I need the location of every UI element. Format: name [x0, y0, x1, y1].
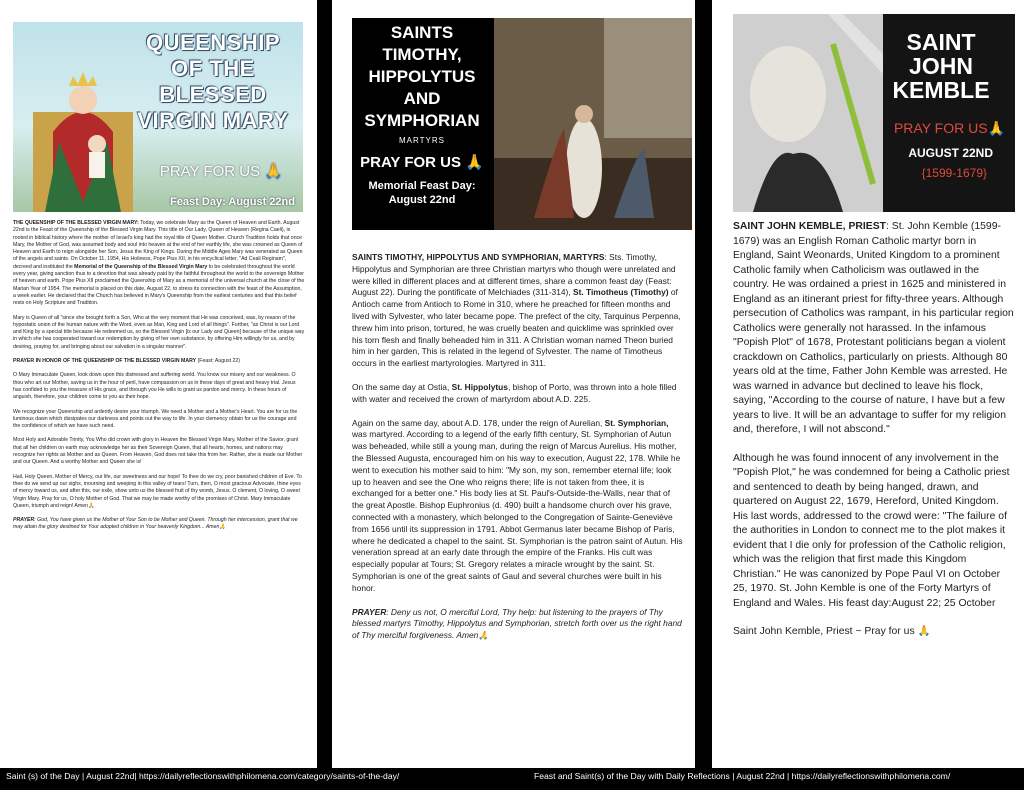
prayer-paragraph-1: O Mary Immaculate Queen, look down upon this distressed and suffering world. You know our misery and our weakness. O thou who art our Mother, saving us in the hour of peril, have compassion on us in these days of great and heavy trial. Jesus has confided to you the treasure of His grace, and through you He wills to grant us pardon and mercy. In these hours of anguish, therefore, your children come to you as their hope. [13, 372, 296, 401]
queenship-paragraph-2: Mary is Queen of all "since she brought forth a Son, Who at the very moment that He was conceived, was, by reason of the hypostatic union of the human nature with the Word, even as Man, King and Lord of all things". Further, "as Christ is our Lord and King by a special title because He redeemed us, so the Blessed Virgin [is our Lady and Queen] because of the unique way in which she has cooperated toward our redemption by giving of her own substance, by offering Him willingly for us, and by desiring, praying for, and bringing about our salvation in a singular manner". [13, 314, 305, 350]
john-kemble-portrait [733, 14, 883, 212]
virgin-mary-image [23, 52, 143, 212]
hippolytus-text-a: On the same day at Ostia, [352, 381, 452, 392]
prayer-paragraph-4: Hail, Holy Queen, Mother of Mercy, our life, our sweetness and our hope! To thee do we cry, poor banished children of Eve. To thee do we send up our sighs, mourning and weeping in this valley of tears! Turn, then, O most gracious Advocate, thine eyes of mercy toward us, and after this, our exile, show unto us the blessed fruit of thy womb, Jesus. O clement, O loving, O sweet Virgin Mary. Pray for us, O holy Mother of God. That we may be made worthy of the promises of Christ. Mary Immaculate Queen, triumph and reign! Amen🙏 [13, 473, 302, 509]
pray-for-us-text: PRAY FOR US 🙏 [360, 154, 484, 171]
kemble-article [733, 220, 1016, 640]
martyrs-paragraph-1 [352, 252, 683, 370]
queenship-panel [0, 0, 317, 768]
martyrdom-painting [494, 18, 692, 230]
prayer-heading-bold: PRAYER IN HONOR OF THE QUEENSHIP OF THE BLESSED VIRGIN MARY [13, 358, 197, 365]
lead-bold: Memorial of the Queenship of the Blessed Virgin Mary [74, 263, 208, 270]
martyrs-lead-bold: SAINTS TIMOTHY, HIPPOLYTUS AND SYMPHORIAN, MARTYRS [352, 252, 605, 262]
queenship-title: QUEENSHIP OF THE BLESSED VIRGIN MARY [137, 30, 289, 133]
footer-right-link[interactable]: Feast and Saint(s) of the Day with Daily Reflections | August 22nd | https://dailyreflectionswithphilomena.com/ [534, 771, 951, 781]
prayer-paragraph-3: Most Holy and Adorable Trinity, You Who did crown with glory in Heaven the Blessed Virgin Mary, Mother of the Savior, grant that all her children on earth may acknowledge her as their Sovereign Queen, that all hearts, homes, and nations may recognize her rights as Mother and as Queen. From Heaven, God does not take this from her. Rather, she is made our Mother and our Queen. And a worthy Mother and Queen she is! [13, 437, 303, 466]
queenship-banner [13, 22, 303, 212]
martyrs-title: SAINTS TIMOTHY, HIPPOLYTUS AND SYMPHORIAN [364, 23, 480, 130]
hippolytus-name: St. Hippolytus [451, 381, 508, 392]
hippolytus-text-b: , bishop of Porto, was thrown into a hole filled with water and received the crown of martyrdom about A.D. 225. [352, 381, 677, 404]
martyrs-banner-text [352, 18, 492, 230]
feast-day-text: Feast Day: August 22nd [170, 196, 295, 208]
kemble-lead-bold: SAINT JOHN KEMBLE, PRIEST [733, 221, 886, 232]
final-prayer [13, 517, 305, 532]
kemble-title: SAINT JOHN KEMBLE [892, 29, 990, 103]
prayer-heading [13, 358, 305, 365]
pray-for-us-text: PRAY FOR US🙏 [893, 120, 1005, 136]
martyrs-prayer [352, 607, 683, 642]
final-prayer-label: PRAYER [13, 517, 35, 524]
martyrs-paragraph-3 [352, 418, 683, 595]
martyrs-prayer-text: : Deny us not, O merciful Lord, Thy help: but listening to the prayers of Thy blessed martyrs Timothy, Hippolytus and Symphorian, stretch forth over us the right hand of Thy merciful forgiveness. Amen🙏 [352, 606, 682, 641]
kemble-closing: Saint John Kemble, Priest ~ Pray for us 🙏 [733, 626, 931, 637]
memorial-feast-text: Memorial Feast Day: August 22nd [368, 180, 476, 206]
martyrs-paragraph-2 [352, 382, 683, 406]
kemble-banner [733, 14, 1015, 212]
lead-title: THE QUEENSHIP OF THE BLESSED VIRGIN MARY: [13, 220, 139, 226]
kemble-text-1: : St. John Kemble (1599-1679) was an English Roman Catholic martyr born in England, Saint Weonards, United Kingdom to a prominent Catholic family when Catholicism was outlawed in the country. He was ordained a priest in 1625 and ministered in England as an itinerant priest for fifty-three years. Although persecution of Catholics was rampant, in his particular region Catholics were generally not harassed. In the infamous "Popish Plot" of 1678, Protestant politicians began a violent crackdown on Catholics, particularly on priests. Although 80 years old at the time, Father John Kemble was arrested. He was warned in advance but declined to leave his flock, saying, "According to the course of nature, I have but a few years to live. It will be an advantage to suffer for my religion and, therefore, I will not abscond." [733, 221, 1014, 435]
prayer-heading-tail: (Feast: August 22) [196, 358, 240, 365]
martyrs-article [352, 252, 683, 642]
kemble-years: {1599-1679} [921, 166, 987, 180]
final-prayer-text: : God, You have given us the Mother of Your Son to be Mother and Queen. Through her intercession, grant that we may attain the glory destined for Your adopted children in Your heavenly Kingdom... Amen🙏 [13, 517, 298, 531]
martyrs-panel [332, 0, 695, 768]
timothy-name: St. Timotheus (Timothy) [572, 287, 669, 298]
kemble-panel [712, 0, 1024, 768]
pray-for-us-text: PRAY FOR US 🙏 [159, 163, 283, 180]
martyrs-prayer-label: PRAYER [352, 606, 387, 617]
queenship-lead-paragraph [13, 220, 305, 308]
symphorian-text-b: was martyred. According to a legend of the early fifth century, St. Symphorian of Autun was beheaded, while still a young man, during the reign of Marcus Aurelius. His mother, the Blessed Augusta, encouraged him on his way to execution, August 22, 178. While he went to execution his mother said to him: "My son, my son, remember eternal life; look up to heaven and see the One who reigns there; life is not taken from thee, it is exchanged for a better one." His body lies at St. Paul's-Outside-the-Walls, near that of the great Apostle. Bishop Euphronius (d. 490) built a handsome church over his grave, connected with a monastery, which belonged to the Congregation of Sainte-Geneviève from 1656 until its suppression in 1791. Abbot Germanus later became Bishop of Paris, where he dedicated a chapel to the saint. St. Symphorian is the patron saint of Autun. His veneration spread at an early date through the empire of the Franks. His cult was especially popular at Tours; St. Gregory relates a miracle wrought by the saint. St. Symphorian is one of the great saints of Gaul and several churches were built in his honor. [352, 429, 683, 593]
footer-left-link[interactable]: Saint (s) of the Day | August 22nd| https://dailyreflectionswithphilomena.com/category/saints-of-the-day/ [6, 771, 400, 781]
lead-text: Today, we celebrate Mary as the Queen of Heaven and Earth. August 22nd is the Feast of the Queenship of the Blessed Virgin Mary. This title of Our Lady, Queen of Heaven (Regina Caeli), is rooted in biblical history where the mother of Israel's king had the royal title of Queen Mother. Church Tradition holds that once Mary, the Mother of God, was assumed body and soul into heaven at the end of her earthly life, she was crowned as Queen of Heaven and Earth to reign alongside her Son, Jesus the King of Kings. During the Middle Ages Mary was venerated as Queen of the angels and saints. On October 11, 1954, His Holiness, Pope Pius XII, in his encyclical letter, "Ad Ceali Reginam", decreed and instituted the [13, 220, 303, 270]
lead-tail: to be celebrated throughout the world every year, giving sanction thus to a devotion that was already paid by the faithful throughout the world to the sovereign Mother of heaven and earth. Pope Pius XII proclaimed the Queenship of Mary as a memorial of the universal church at the close of the Marian Year of 1954. The memorial is placed on this date, August 22, to stress its connection with the feast of the Assumption, a week earlier. He declared that the Church has believed in Mary's Queenship from the earliest centuries and that this belief rests on Holy Scripture and Tradition. [13, 263, 305, 307]
martyrs-banner [352, 18, 692, 230]
prayer-paragraph-2: We recognize your Queenship and ardently desire your triumph. We need a Mother and a Mother's Heart. You are for us the luminous dawn which dissipates our darkness and points out the way to life. In your clemency obtain for us the courage and the confidence of which we have such need. [13, 408, 298, 430]
kemble-date: AUGUST 22ND [908, 146, 993, 160]
symphorian-text-a: Again on the same day, about A.D. 178, under the reign of Aurelian, [352, 417, 605, 428]
martyrs-subtitle: MARTYRS [399, 136, 445, 145]
martyrs-text-a: : Sts. Timothy, Hippolytus and Symphorian are three Christian martyrs who though were unrelated and were killed in different places and at different times, share a common feast day (Feast: August 22). During the pontificate of Melchiades (311-314), [352, 252, 676, 298]
symphorian-name: St. Symphorian, [604, 417, 669, 428]
martyrs-text-b: of Antioch came from Antioch to Rome in 310, where he preached for fifteen months and lived with Sylvester, who later became pope. The prefect of the city, Tarquinus Perpenna, threw him into prison, tortured, he was cruelly beaten and quicklime was sprinkled over his torn flesh and finally beheaded him in 311. A Christian woman named Theon buried him in her garden, This is related in the legend of Sylvester. The name of Timotheus occurs in the earliest martyrologies. Martyred in 311. [352, 287, 681, 369]
kemble-paragraph-2: Although he was found innocent of any involvement in the "Popish Plot," he was condemned for being a Catholic priest and sentenced to death by being hanged, drawn, and quartered on August 22, 1679, Hereford, United Kingdom. His last words, addressed to the crowd were: "The failure of the authorities in London to connect me to the plot makes it evident that I die only for profession of the Catholic religion, which was the religion that first made this Kingdom Christian." He was canonized by Pope Paul VI on October 25, 1970. St. John Kemble is one of the Forty Martyrs of England and Wales. His feast day:August 22; 25 October [733, 452, 1010, 609]
kemble-paragraph-1 [733, 220, 1016, 438]
queenship-article [13, 220, 305, 532]
